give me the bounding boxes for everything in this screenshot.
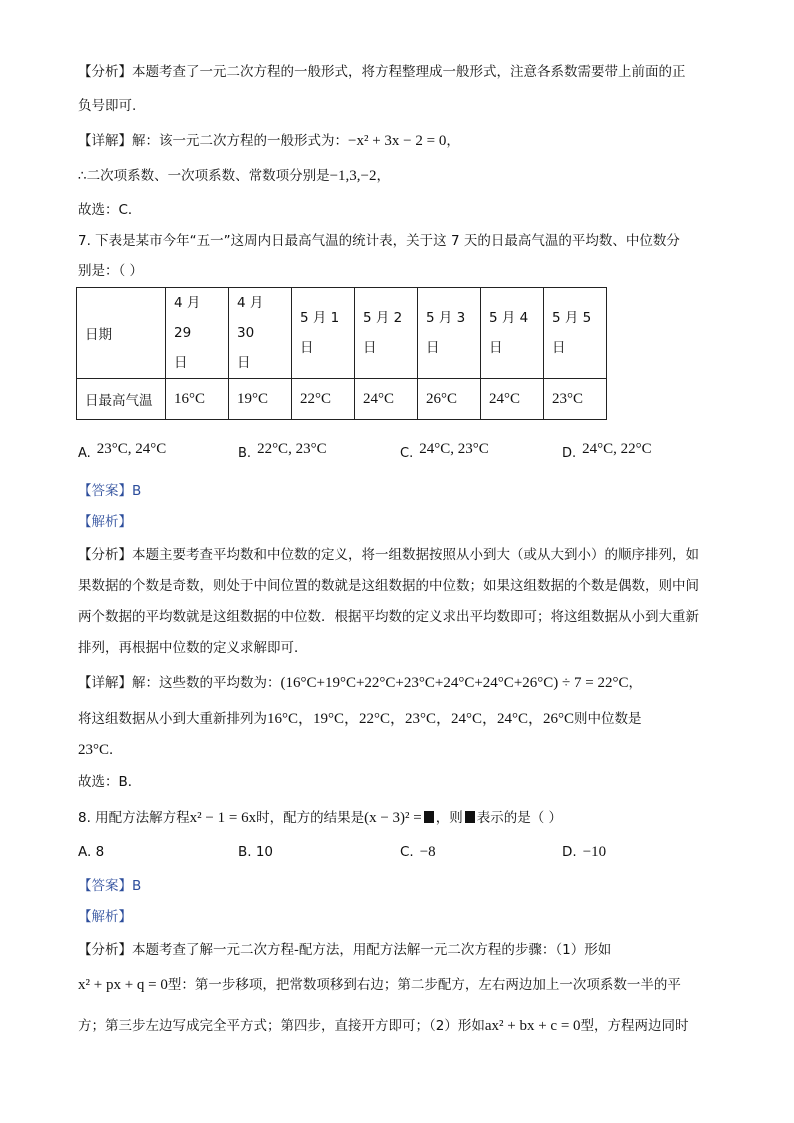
q7-answer: 【答案】B (78, 483, 142, 499)
q6-coefficients: −1,3,−2 (329, 168, 377, 184)
q7-explain-heading: 【解析】 (78, 514, 132, 530)
q8-option-b: B. 10 (238, 844, 274, 860)
q7-detail-suffix: ， (628, 675, 642, 691)
q7-stem-line-2: 别是：（ ） (78, 263, 144, 279)
table-cell-temp: 24°C (481, 379, 544, 420)
q7-option-c: C. 24°C, 23°C (400, 441, 489, 461)
table-cell-date: 4 月 30 日 (229, 288, 292, 379)
q7-option-a: A. 23°C, 24°C (78, 441, 167, 461)
table-cell-date: 5 月 4 日 (481, 288, 544, 379)
table-row-temperatures (77, 379, 607, 420)
q8-analysis-line-3: 方；第三步左边写成完全平方式；第四步，直接开方即可；（2）形如ax² + bx + c = 0型，方程两边同时 (78, 1018, 689, 1034)
q8-explain-heading: 【解析】 (78, 909, 132, 925)
q7-sort-prefix: 将这组数据从小到大重新排列为 (78, 711, 267, 727)
table-row-dates (77, 288, 607, 379)
q8-analysis-line-2: x² + px + q = 0型：第一步移项，把常数项移到右边；第二步配方，左右两边加上一次项系数一半的平 (78, 977, 681, 993)
q8-form-equation-2: ax² + bx + c = 0 (484, 1018, 581, 1034)
table-cell-date: 5 月 3 日 (418, 288, 481, 379)
q7-sorted-values: 16°C，19°C，22°C，23°C，24°C，24°C，26°C (267, 711, 575, 727)
q8-option-c: C. −8 (400, 844, 436, 860)
q7-analysis-line: 排列，再根据中位数的定义求解即可． (78, 640, 308, 656)
q8-stem-suffix: 表示的是（ ） (476, 810, 563, 826)
q7-stem-line-1: 7. 下表是某市今年“五一”这周内日最高气温的统计表，关于这 7 天的日最高气温的平均数、中位数分 (78, 233, 680, 249)
table-cell-temp: 19°C (229, 379, 292, 420)
black-square-icon (465, 811, 475, 823)
q7-median-line: 23°C． (78, 742, 123, 758)
q6-general-form-equation: −x² + 3x − 2 = 0 (348, 133, 447, 149)
q8-form-equation-1: x² + px + q = 0 (78, 977, 168, 993)
table-header-temperature: 日最高气温 (77, 379, 166, 420)
q8-answer: 【答案】B (78, 878, 142, 894)
q6-detail-line (78, 131, 724, 151)
temperature-table (76, 287, 607, 420)
q6-analysis-line-2: 负号即可. (78, 98, 137, 114)
q7-option-b: B. 22°C, 23°C (238, 441, 327, 461)
q8-options (78, 844, 738, 866)
q8-option-a: A. 8 (78, 844, 105, 860)
q7-median-value: 23°C (78, 742, 110, 758)
q6-therefore-suffix: ， (376, 168, 391, 184)
q6-detail-prefix: 【详解】解：该一元二次方程的一般形式为： (78, 133, 348, 149)
q7-sort-suffix: 则中位数是 (574, 711, 642, 727)
q8-stem (78, 808, 724, 828)
q8-option-d: D. −10 (562, 844, 607, 860)
q8-stem-mid2: ，则 (435, 810, 463, 826)
table-cell-date: 4 月 29 日 (166, 288, 229, 379)
q7-sort-line (78, 709, 724, 729)
q7-analysis-line: 【分析】本题主要考查平均数和中位数的定义，将一组数据按照从小到大（或从大到小）的顺序排列，如 (78, 547, 699, 563)
table-cell-temp: 22°C (292, 379, 355, 420)
table-cell-temp: 16°C (166, 379, 229, 420)
q8-equation: x² − 1 = 6x (189, 810, 257, 826)
q6-therefore-prefix: ∴二次项系数、一次项系数、常数项分别是 (78, 168, 330, 184)
q6-analysis-line-1: 【分析】本题考查了一元二次方程的一般形式，将方程整理成一般形式，注意各系数需要带上前面的正 (78, 64, 686, 80)
table-cell-temp: 26°C (418, 379, 481, 420)
q7-detail-prefix: 【详解】解：这些数的平均数为： (78, 675, 281, 691)
q7-choice: 故选：B． (78, 774, 142, 790)
table-cell-temp: 23°C (544, 379, 607, 420)
table-header-date: 日期 (77, 288, 166, 379)
q7-analysis-line: 两个数据的平均数就是这组数据的中位数．根据平均数的定义求出平均数即可；将这组数据从小到大重新 (78, 609, 699, 625)
q7-options (78, 441, 738, 463)
q7-option-d: D. 24°C, 22°C (562, 441, 652, 461)
q6-therefore-line (78, 166, 724, 186)
table-cell-date: 5 月 2 日 (355, 288, 418, 379)
q6-detail-suffix: ， (446, 133, 460, 149)
table-cell-date: 5 月 1 日 (292, 288, 355, 379)
q7-detail-line (78, 673, 724, 693)
q8-completed-square: (x − 3)² = (364, 810, 422, 826)
q7-analysis-line: 果数据的个数是奇数，则处于中间位置的数就是这组数据的中位数；如果这组数据的个数是偶数，则中间 (78, 578, 699, 594)
table-cell-temp: 24°C (355, 379, 418, 420)
q7-mean-equation: (16°C+19°C+22°C+23°C+24°C+24°C+26°C) ÷ 7 = 22°C (280, 675, 629, 691)
q8-stem-prefix: 8. 用配方法解方程 (78, 810, 190, 826)
q8-stem-mid: 时，配方的结果是 (256, 810, 365, 826)
black-square-icon (424, 811, 434, 823)
q8-analysis-line-1: 【分析】本题考查了解一元二次方程-配方法，用配方法解一元二次方程的步骤：（1）形如 (78, 942, 612, 958)
table-cell-date: 5 月 5 日 (544, 288, 607, 379)
q6-choice: 故选：C． (78, 202, 142, 218)
